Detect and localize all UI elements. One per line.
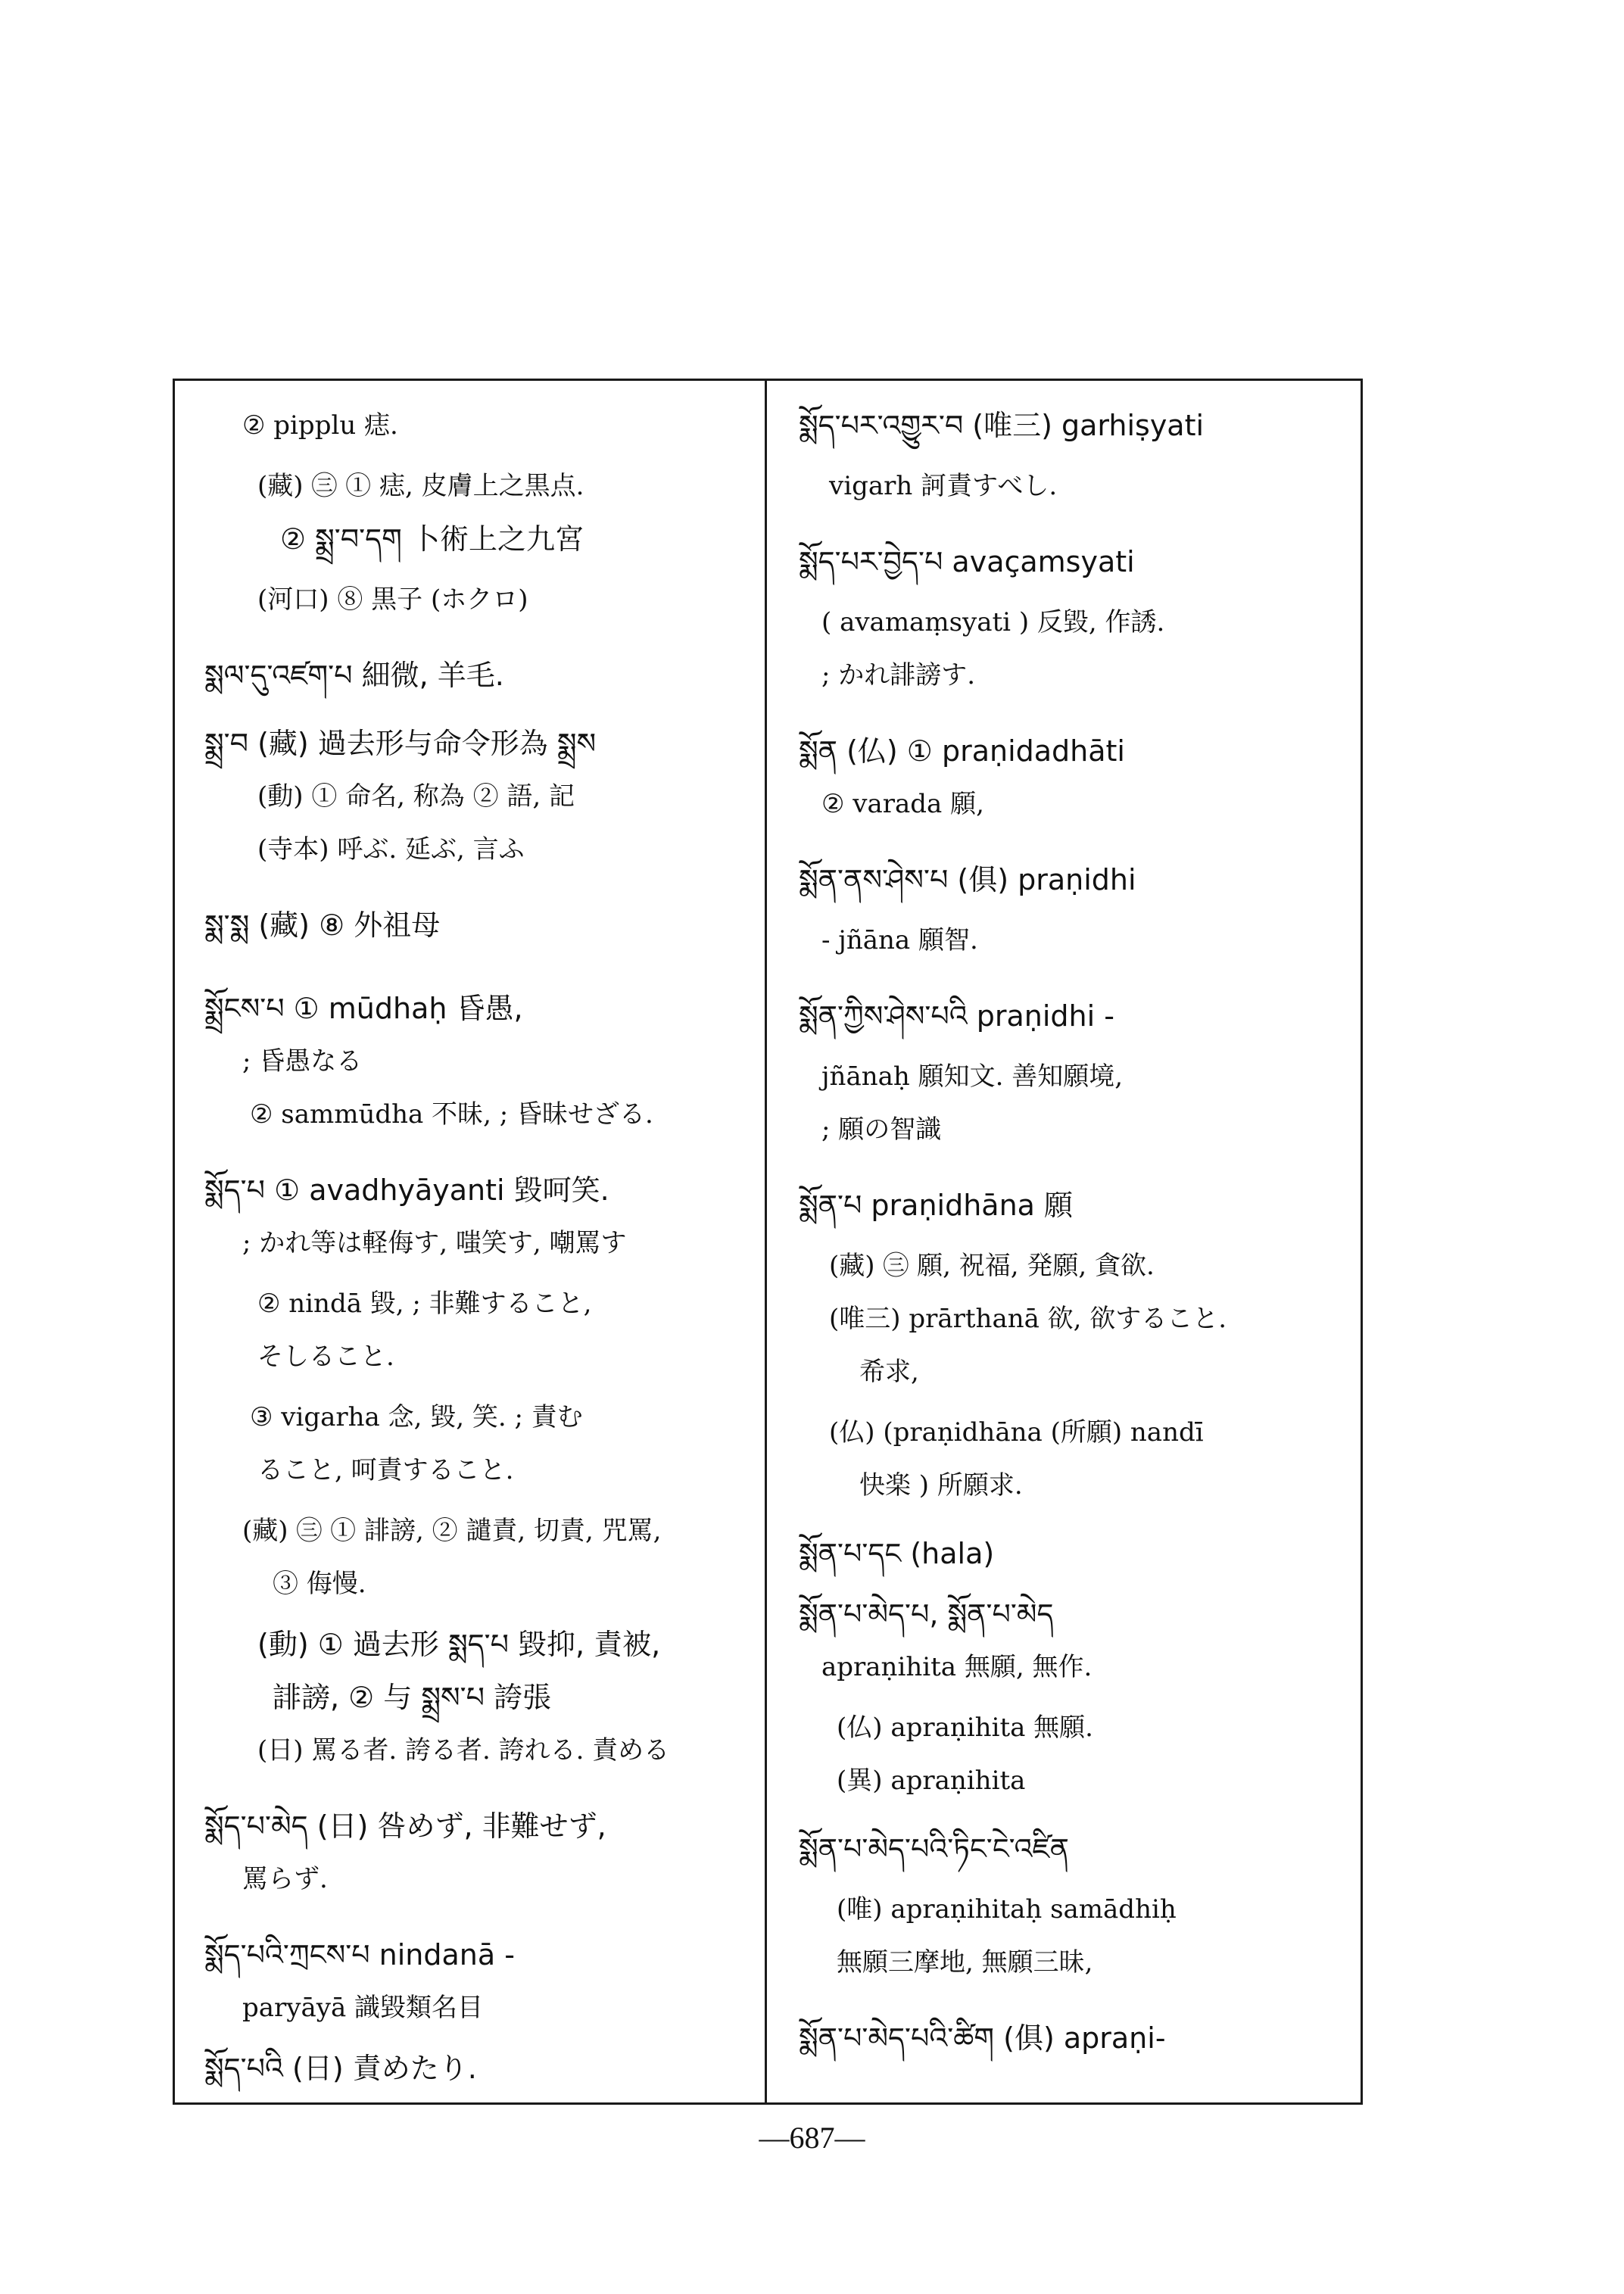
entry-line: སྨོད་པ ① avadhyāyanti 毀呵笑. <box>204 1173 609 1207</box>
entry-line: (異) apraṇihita <box>837 1766 1026 1796</box>
entry-line: (動) ① 過去形 སྨད་པ 毀抑, 責被, <box>257 1628 661 1661</box>
entry-line: ② sammūdha 不昧, ; 昏昧せざる. <box>250 1099 653 1130</box>
entry-line: (寺本) 呼ぶ. 延ぶ, 言ふ <box>257 834 525 865</box>
entry-line: སྨོན་པ་མེད་པའི་ཚིག (俱) apraṇi- <box>799 2021 1166 2055</box>
page-number: —687— <box>759 2121 865 2155</box>
column-divider <box>765 379 767 2105</box>
entry-line: jñānaḥ 願知文. 善知願境, <box>821 1061 1124 1092</box>
entry-line: (藏) ㊂ 願, 祝福, 発願, 貪欲. <box>829 1251 1155 1281</box>
entry-line: སྨོད་པ་མེད (日) 咎めず, 非難せず, <box>204 1809 606 1843</box>
entry-line: 無願三摩地, 無願三昧, <box>837 1947 1093 1978</box>
entry-line: ② pipplu 痣. <box>242 410 398 441</box>
entry-line: paryāyā 識毀類名目 <box>242 1993 484 2023</box>
entry-line: ③ vigarha 念, 毀, 笑. ; 責む <box>250 1402 583 1432</box>
entry-line: ② nindā 毀, ; 非難すること, <box>257 1289 592 1319</box>
entry-line: 快楽 ) 所願求. <box>859 1470 1023 1501</box>
entry-line: སྨོད་པར་བྱེད་པ avaçamsyati <box>799 545 1135 578</box>
entry-line: (河口) ⑧ 黒子 (ホクロ) <box>257 584 528 615</box>
entry-line: སྨལ་དུ་འཛག་པ 細微, 羊毛. <box>204 659 504 692</box>
entry-line: ( avamaṃsyati ) 反毀, 作誘. <box>821 607 1165 637</box>
entry-line: そしること. <box>257 1342 394 1372</box>
entry-line: (日) 罵る者. 誇る者. 誇れる. 責める <box>257 1735 670 1766</box>
entry-line: vigarh 訶責すべし. <box>829 471 1058 501</box>
entry-line: ; 願の智識 <box>821 1114 942 1145</box>
entry-line: སྨ་སྨ (藏) ⑧ 外祖母 <box>204 909 441 942</box>
entry-line: apraṇihita 無願, 無作. <box>821 1652 1093 1682</box>
entry-line: - jñāna 願智. <box>821 925 978 955</box>
entry-line: (仏) apraṇihita 無願. <box>837 1713 1093 1743</box>
entry-line: སྨོན་ནས་ཤེས་པ (俱) praṇidhi <box>799 863 1136 896</box>
entry-line: (唯) apraṇihitaḥ samādhiḥ <box>837 1894 1177 1925</box>
entry-line: (動) ① 命名, 称為 ② 語, 記 <box>257 781 575 812</box>
entry-line: (仏) (praṇidhāna (所願) nandī <box>829 1417 1204 1448</box>
entry-line: ること, 呵責すること. <box>257 1455 514 1485</box>
entry-line: ② སྨྲ་བ་དག 卜術上之九宮 <box>280 522 584 556</box>
entry-line: ; 昏愚なる <box>242 1046 363 1077</box>
entry-line: སྨོན (仏) ① praṇidadhāti <box>799 734 1125 768</box>
entry-line: ; かれ等は軽侮す, 嗤笑す, 嘲罵す <box>242 1228 627 1258</box>
entry-line: སྨྲ་བ (藏) 過去形与命令形為 སྨྲས <box>204 727 597 760</box>
entry-line: སྨྲོངས་པ ① mūdhaḥ 昏愚, <box>204 992 523 1025</box>
entry-line: 希求, <box>859 1357 919 1387</box>
entry-line: ② varada 願, <box>821 789 984 819</box>
entry-line: སྨོད་པར་འགྱུར་བ (唯三) garhiṣyati <box>799 409 1205 442</box>
entry-line: སྨོན་པ praṇidhāna 願 <box>799 1189 1074 1222</box>
entry-line: སྨོན་པ་མེད་པ, སྨོན་པ་མེད <box>799 1597 1054 1631</box>
entry-line: སྨོད་པའི་ཀྲངས་པ nindanā - <box>204 1938 515 1971</box>
entry-line: ; かれ誹謗す. <box>821 660 976 690</box>
entry-line: སྨོད་པའི (日) 責めたり. <box>204 2052 477 2085</box>
entry-line: (藏) ㊂ ① 誹謗, ② 譴責, 切責, 咒罵, <box>242 1516 662 1546</box>
entry-line: (藏) ㊂ ① 痣, 皮膚上之黒点. <box>257 471 584 501</box>
entry-line: 罵らず. <box>242 1864 328 1894</box>
entry-line: 誹謗, ② 与 སྨྲས་པ 誇張 <box>273 1681 552 1714</box>
entry-line: སྨོན་པ་མེད་པའི་ཏིང་ངེ་འཛིན <box>799 1832 1069 1865</box>
entry-line: (唯三) prārthanā 欲, 欲すること. <box>829 1304 1227 1334</box>
entry-line: སྨོན་པ་དང (hala) <box>799 1537 995 1570</box>
entry-line: སྨོན་ཀྱིས་ཤེས་པའི praṇidhi - <box>799 999 1114 1033</box>
entry-line: ③ 侮慢. <box>273 1569 366 1599</box>
